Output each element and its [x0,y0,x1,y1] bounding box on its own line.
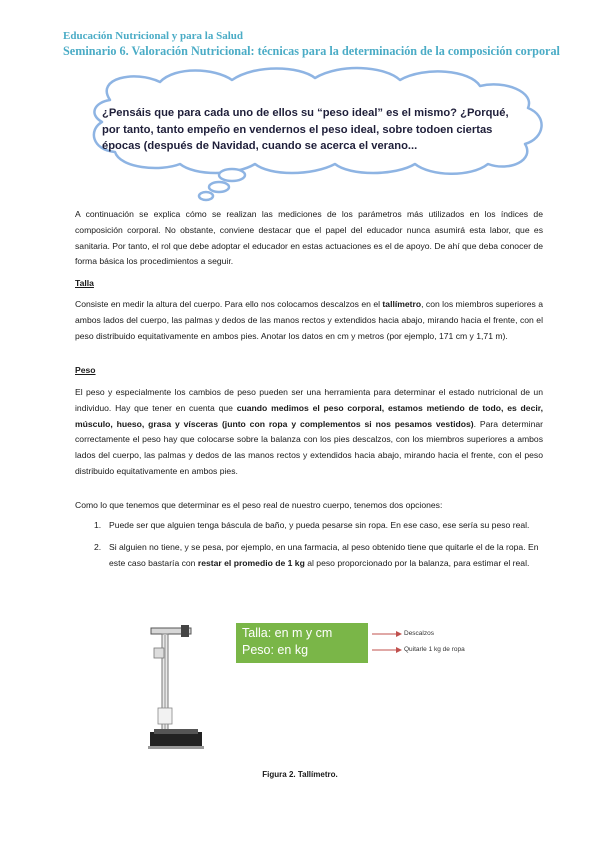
arrow-head [396,631,402,637]
list-item: 1. Puede ser que alguien tenga báscula de baño, y pueda pesarse sin ropa. En ese caso, ese sería su peso real. [94,520,530,530]
peso-units-label: Peso: en kg [242,643,309,657]
arrow-head [396,647,402,653]
measurement-units-box [236,623,368,663]
talla-paragraph: Consiste en medir la altura del cuerpo. Para ello nos colocamos descalzos en el tallímetro, con los miembros superiores a ambos lados del cuerpo, las palmas y dedos de las manos rectos y extendidos hacia abajo, mirando hacia el frente, con el peso distribuido equitativamente en ambos pies. Anotar los datos en cm y metros (por ejemplo, 171 cm y 1,71 m). [75,299,543,341]
scale-illustration [148,620,238,765]
peso-bold-statement: cuando medimos el peso corporal, estamos metiendo de todo, es decir, músculo, hueso, grasa y vísceras (junto con ropa y complementos si nos pesamos vestidos) [75,402,543,429]
section-heading-peso: Peso [75,365,96,375]
figure-tallimetro [148,620,508,765]
arrows [370,620,410,670]
thought-bubble [0,0,600,210]
talla-bold-term: tallímetro [382,299,422,309]
intro-paragraph: A continuación se explica cómo se realizan las mediciones de los parámetros más utilizados en los índices de composición corporal. No obstante, conviene destacar que el papel del educador nunca asumirá esta labor, que es sanitaria. Por tanto, el rol que debe adoptar el educador en estas actuaciones es el de apoyo. De ahí que deba conocer de forma básica los procedimientos a seguir. [75,209,543,267]
options-list [75,518,543,577]
figure-caption: Figura 2. Tallímetro. [262,770,338,779]
peso-paragraph: El peso y especialmente los cambios de peso pueden ser una herramienta para determinar el estado nutricional de un individuo. Hay que tener en cuenta que cuando medimos el peso corporal, estamos metiendo de todo, es decir, músculo, hueso, grasa y vísceras (junto con ropa y complementos si nos pesamos vestidos). Para determinar correctamente el peso hay que colocarse sobre la balanza con los pies descalzos, con los miembros superiores a ambos lados del cuerpo, las palmas y dedos de las manos rectos y extendidos hacia abajo, mirando hacia el frente, con el peso distribuido equitativamente en ambos pies. [75,387,543,476]
list-item: 2. Si alguien no tiene, y se pesa, por ejemplo, en una farmacia, al peso obtenido tiene que quitarle el de la ropa. En este caso bastaría con restar el promedio de 1 kg al peso proporcionado por la balanza, para estimar el real. [94,541,539,568]
options-intro: Como lo que tenemos que determinar es el peso real de nuestro cuerpo, tenemos dos opciones: [75,500,443,510]
section-heading-talla: Talla [75,278,94,288]
header-seminar-title: Seminario 6. Valoración Nutricional: técnicas para la determinación de la composición corporal [63,44,560,58]
talla-units-label: Talla: en m y cm [242,626,333,640]
arrow-label-descalzos: Descalzos [404,630,434,637]
thought-bubble-question: ¿Pensáis que para cada uno de ellos su “peso ideal” es el mismo? ¿Porqué, por tanto, tanto empeño en vendernos el peso ideal, sobre todoen ciertas épocas (después de Navidad, cuando se acerca el verano... [102,107,509,152]
arrow-label-ropa: Quitarle 1 kg de ropa [404,646,465,653]
header-course-title: Educación Nutricional y para la Salud [63,30,244,42]
